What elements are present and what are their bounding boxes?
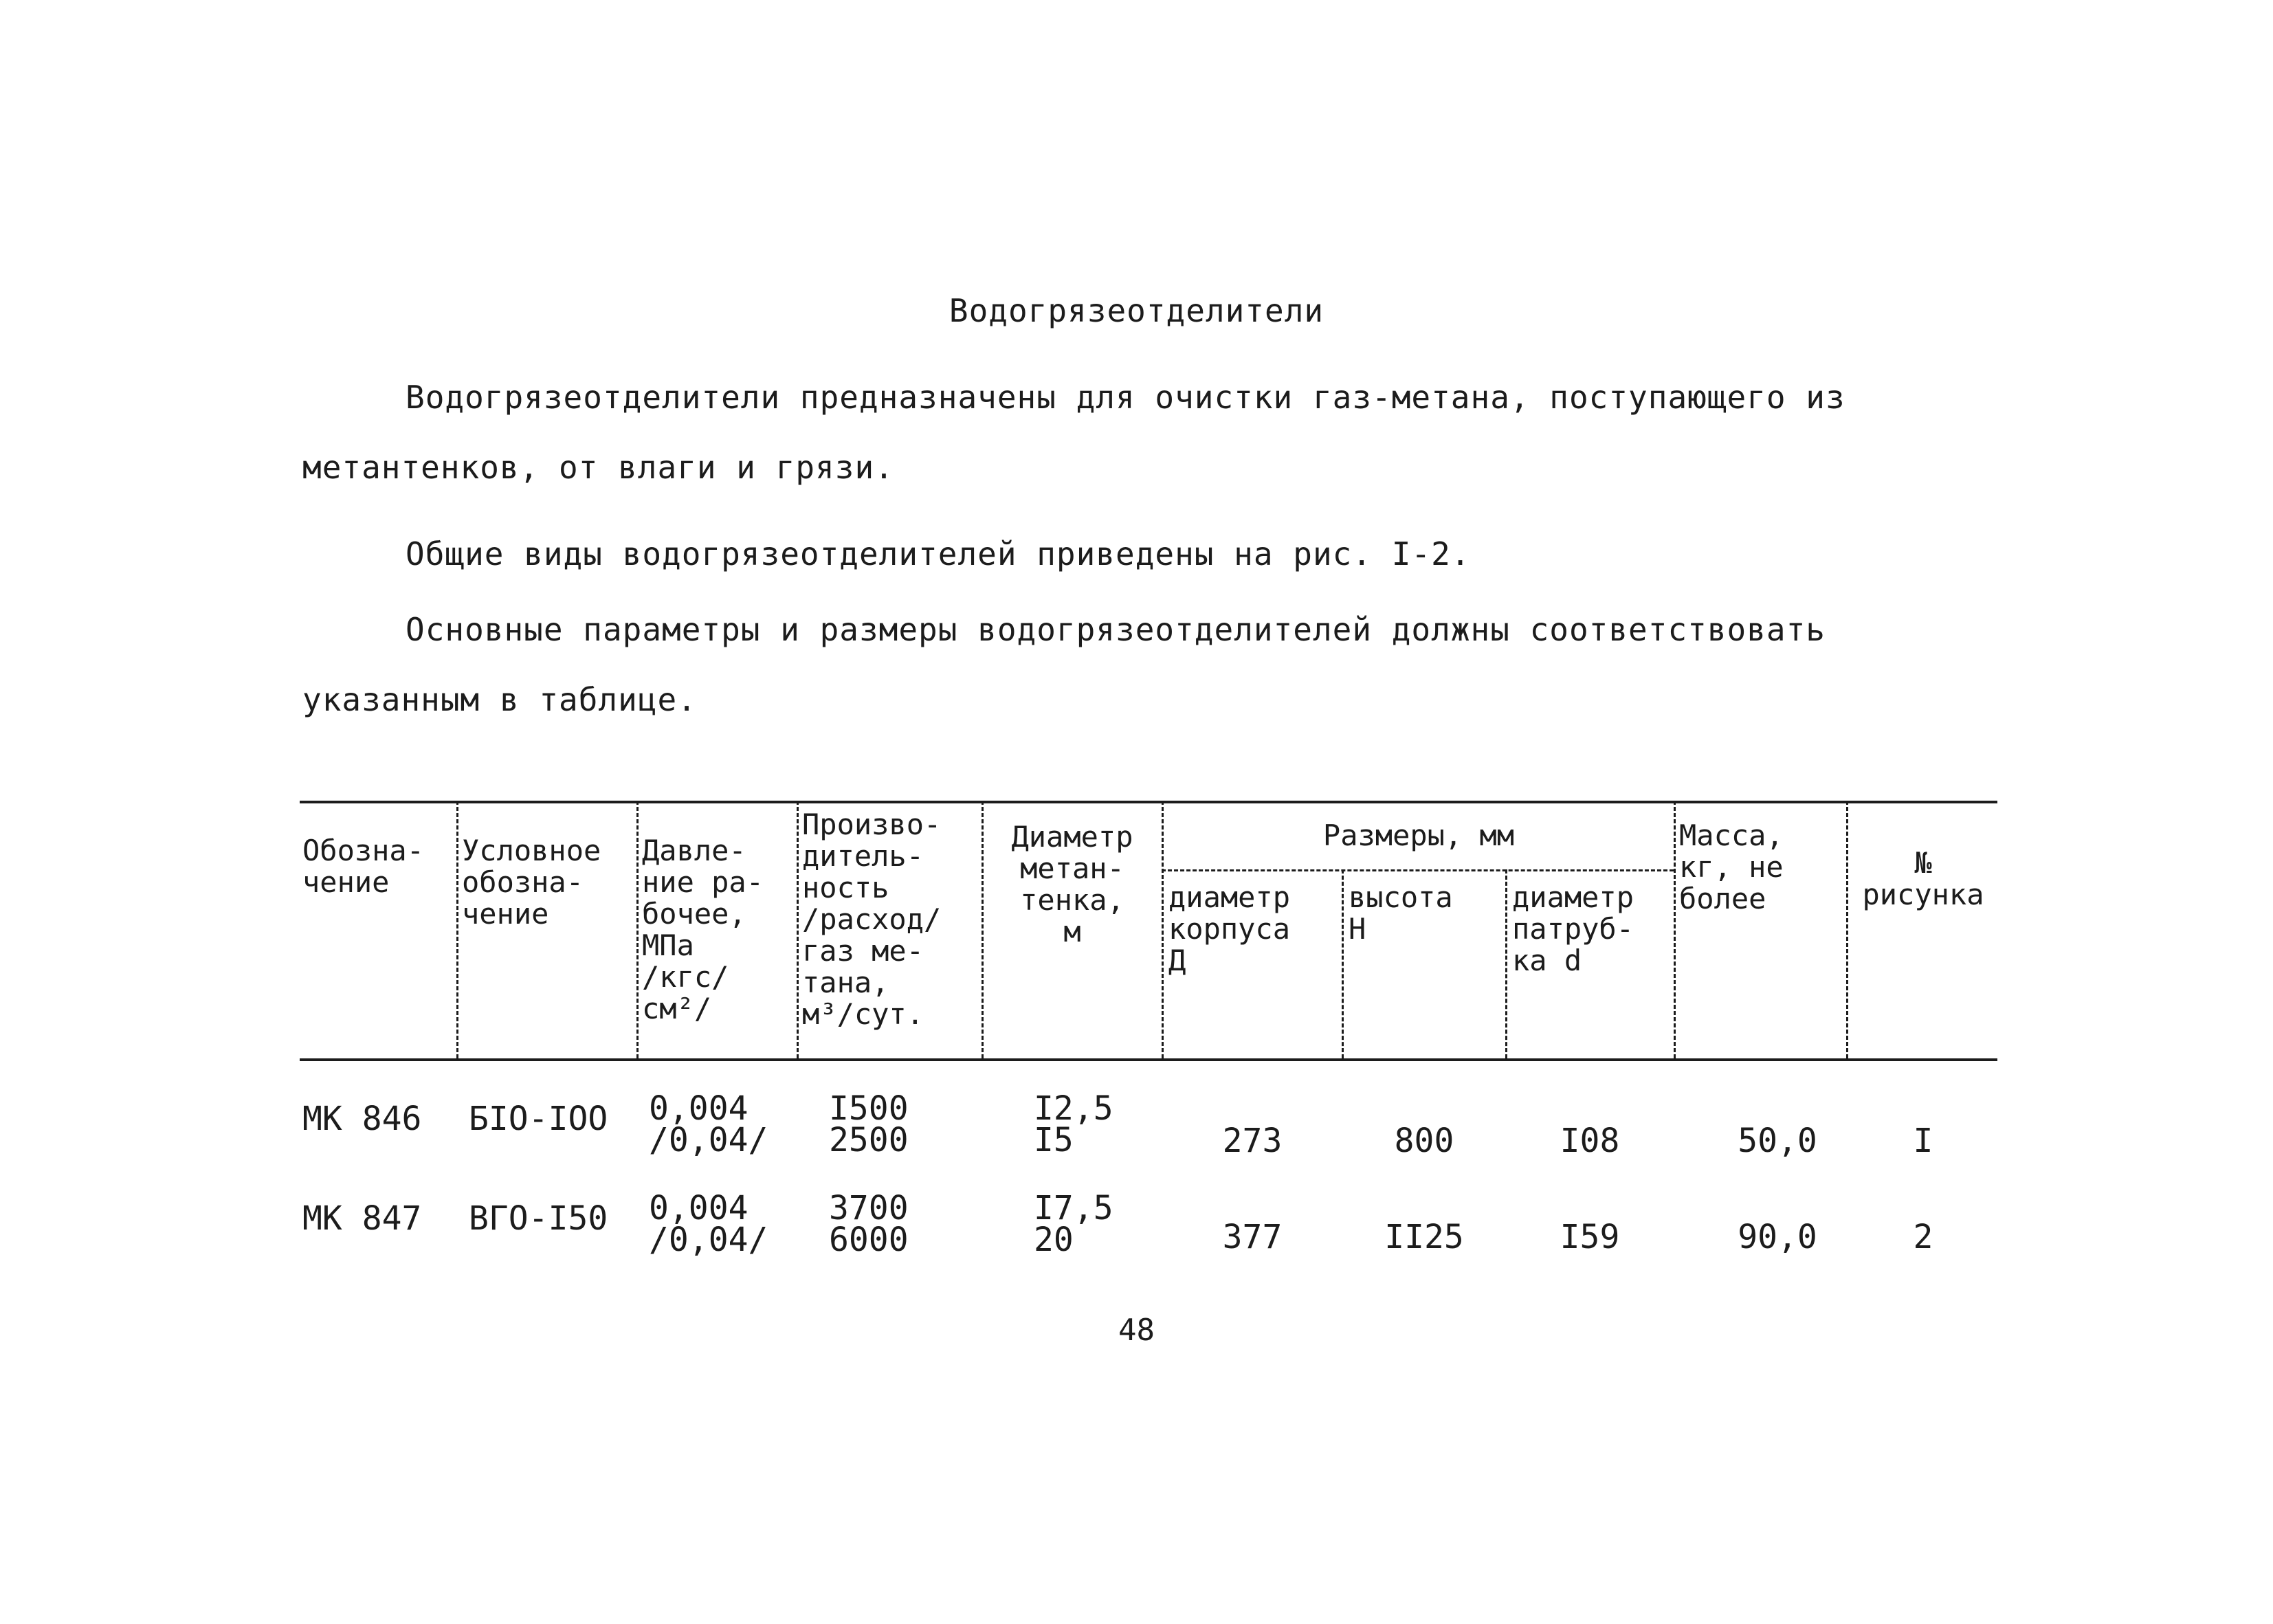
header-tank-diameter: Диаметр метан- тенка, м [1011,820,1133,948]
header-body-diameter: диаметр корпуса Д [1168,880,1291,977]
row1-pressure: 0,004 /0,04/ [649,1089,768,1159]
row2-conditional: ВГО-I50 [469,1199,608,1238]
header-capacity: Произво- дитель- ность /расход/ газ ме- тана, м³/сут. [802,808,942,1031]
header-figure-no: № рисунка [1862,846,1984,911]
header-designation: Обозна- чение [302,834,425,899]
parameters-table [300,801,1997,1259]
header-sizes-group: Размеры, мм [1322,819,1515,852]
header-conditional: Условное обозна- чение [462,834,601,931]
column-divider [1846,801,1848,1058]
row2-height: II25 [1384,1218,1464,1256]
row2-tank-diameter: I7,5 20 [1034,1189,1113,1259]
row1-figure-no: I [1913,1122,1933,1160]
column-divider [797,801,799,1058]
row1-nozzle-diameter: I08 [1560,1122,1620,1160]
row1-mass: 50,0 [1738,1122,1817,1160]
section-heading: Водогрязеотделители [949,292,1324,329]
header-pressure: Давле- ние ра- бочее, МПа /кгс/см²/ [642,834,764,1025]
paragraph-figures-text: Общие виды водогрязеотделителей приведены на рис. I-2. [406,535,1471,572]
row2-figure-no: 2 [1913,1218,1933,1256]
paragraph-figures [302,519,1966,589]
row2-designation: МК 847 [302,1199,422,1238]
row1-capacity: I500 2500 [829,1089,909,1159]
column-divider [982,801,984,1058]
column-divider [1162,801,1164,1058]
row1-conditional: БІО-ІОО [469,1100,608,1138]
row1-body-diameter: 273 [1222,1122,1283,1160]
column-divider [1674,801,1676,1058]
row1-height: 800 [1394,1122,1454,1160]
table-header-rule [300,1058,1997,1061]
header-mass: Масса, кг, не более [1679,819,1784,915]
table-top-rule [300,801,1997,803]
paragraph-purpose-text: Водогрязеотделители предназначены для очистки газ-метана, поступающего из метантенков, от влаги и грязи. [302,379,1845,486]
sizes-subheader-rule [1162,869,1674,871]
paragraph-purpose [302,362,1966,502]
row2-nozzle-diameter: I59 [1560,1218,1620,1256]
page-number: 48 [1118,1313,1155,1348]
header-nozzle-diameter: диаметр патруб- ка d [1512,880,1634,977]
row2-pressure: 0,004 /0,04/ [649,1189,768,1259]
row1-designation: МК 846 [302,1100,422,1138]
column-divider [1505,869,1507,1058]
paragraph-parameters [302,594,1966,735]
column-divider [456,801,458,1058]
column-divider [1342,869,1344,1058]
column-divider [636,801,639,1058]
header-height: высота Н [1349,880,1453,946]
row2-capacity: 3700 6000 [829,1189,909,1259]
paragraph-parameters-text: Основные параметры и размеры водогрязеотделителей должны соответствовать указанным в таблице. [302,611,1826,718]
row2-mass: 90,0 [1738,1218,1817,1256]
row2-body-diameter: 377 [1222,1218,1283,1256]
row1-tank-diameter: I2,5 I5 [1034,1089,1113,1159]
